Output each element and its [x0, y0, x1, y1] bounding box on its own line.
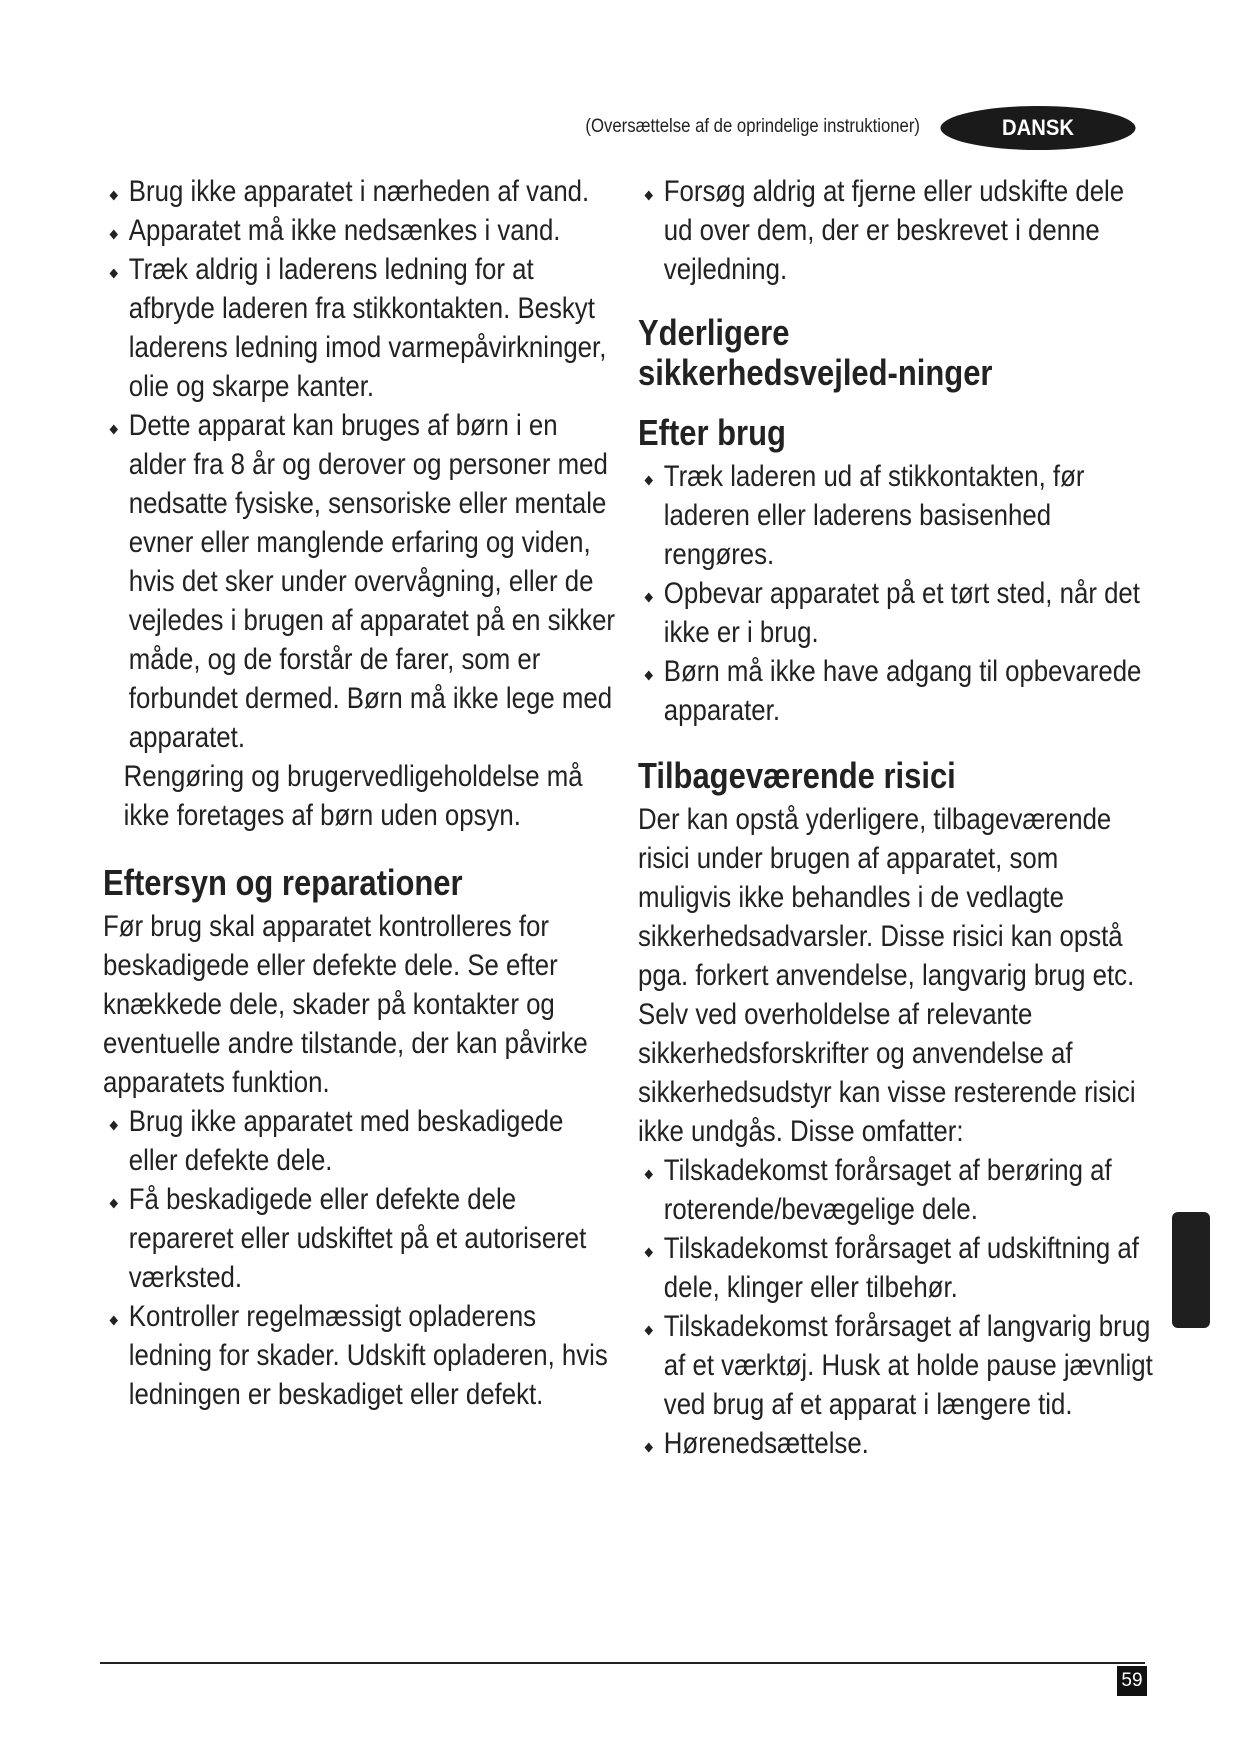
list-item: Apparatet må ikke nedsænkes i vand. — [103, 211, 619, 250]
list-item: Dette apparat kan bruges af børn i en alder fra 8 år og derover og personer med nedsatte fysiske, sensoriske eller mentale evner eller manglende erfaring og viden, hvis det sker under overvågning, eller de vejledes i brugen af apparatet på en sikker måde, og de forstår de farer, som er forbundet dermed. Børn må ikke lege med apparatet. — [103, 406, 619, 757]
cleaning-note: Rengøring og brugervedligeholdelse må ikke foretages af børn uden opsyn. — [123, 760, 583, 832]
section-heading-extra-safety: Yderligere sikkerhedsvejled-ninger — [638, 312, 993, 393]
list-item: Få beskadigede eller defekte dele repareret eller udskiftet på et autoriseret værksted. — [103, 1180, 619, 1297]
list-item: Børn må ikke have adgang til opbevarede apparater. — [638, 652, 1154, 730]
section-heading-residual-risks: Tilbageværende risici — [638, 755, 956, 796]
list-item: Tilskadekomst forårsaget af udskiftning af dele, klinger eller tilbehør. — [638, 1229, 1154, 1307]
language-tab: DANSK — [940, 106, 1135, 150]
right-column-content — [638, 172, 1154, 1463]
list-item: Tilskadekomst forårsaget af langvarig brug af et værktøj. Husk at holde pause jævnligt ved brug af et apparat i længere tid. — [638, 1307, 1154, 1424]
page-number: 59 — [1117, 1666, 1147, 1696]
section-heading-after-use: Efter brug — [638, 412, 786, 453]
list-item: Brug ikke apparatet med beskadigede eller defekte dele. — [103, 1102, 619, 1180]
list-item: Træk aldrig i laderens ledning for at afbryde laderen fra stikkontakten. Beskyt laderens ledning imod varmepåvirkninger, olie og skarpe kanter. — [103, 250, 619, 406]
residual-paragraph-1: Der kan opstå yderligere, tilbageværende risici under brugen af apparatet, som muligvis ikke behandles i de vedlagte sikkerhedsadvarsler. Disse risici kan opstå pga. forkert anvendelse, langvarig brug etc. — [638, 803, 1135, 992]
list-item: Kontroller regelmæssigt opladerens ledning for skader. Udskift opladeren, hvis ledningen er beskadiget eller defekt. — [103, 1297, 619, 1414]
list-item: Tilskadekomst forårsaget af berøring af roterende/bevægelige dele. — [638, 1151, 1154, 1229]
list-item: Forsøg aldrig at fjerne eller udskifte dele ud over dem, der er beskrevet i denne vejledning. — [638, 172, 1154, 289]
list-item: Hørenedsættelse. — [638, 1424, 1154, 1463]
right-column — [638, 172, 1158, 1463]
section-heading-inspection: Eftersyn og reparationer — [103, 862, 463, 903]
list-item: Træk laderen ud af stikkontakten, før laderen eller laderens basisenhed rengøres. — [638, 457, 1154, 574]
footer-divider — [100, 1662, 1145, 1664]
list-item: Brug ikke apparatet i nærheden af vand. — [103, 172, 619, 211]
list-item: Opbevar apparatet på et tørt sted, når det ikke er i brug. — [638, 574, 1154, 652]
inspection-paragraph: Før brug skal apparatet kontrolleres for beskadigede eller defekte dele. Se efter knækkede dele, skader på kontakter og eventuelle andre tilstande, der kan påvirke apparatets funktion. — [103, 910, 588, 1099]
left-column — [103, 172, 623, 1414]
residual-paragraph-2: Selv ved overholdelse af relevante sikkerhedsforskrifter og anvendelse af sikkerhedsudstyr kan visse resterende risici ikke undgås. Disse omfatter: — [638, 998, 1136, 1148]
left-column-content — [103, 172, 619, 1414]
translation-note: (Oversættelse af de oprindelige instruktioner) — [585, 116, 920, 137]
chapter-side-tab — [1172, 1212, 1210, 1328]
